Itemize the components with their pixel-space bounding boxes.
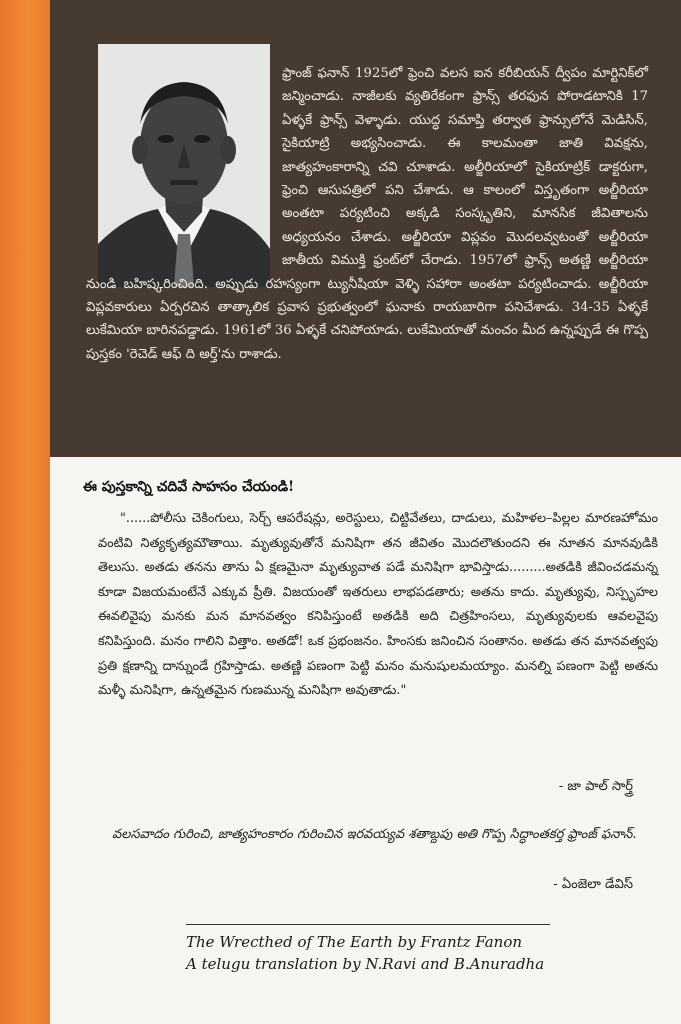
author-bio-panel (50, 0, 681, 457)
sartre-attribution: - జా పాల్ సార్త్ర్ (558, 779, 633, 794)
book-spine (0, 0, 50, 1024)
sartre-quote: "......పోలీసు చెకింగులు, సెర్చ్ ఆపరేషన్లు, అరెస్టులు, చిట్టివేతలు, దాడులు, మహిళల–పిల్లల మారణహోమం వంటివి నిత్యకృత్యమౌతాయి. మృత్యువుతోనే మనిషిగా తన జీవితం మొదలౌతుందని ఈ నూతన మానవుడికి తెలుసు. అతడు తనను తాను ఏ క్షణమైనా మృత్యువాత పడే మనిషిగా భావిస్తాడు.........అతడికి జీవించడమన్న కూడా విజయమంటేనే ఎక్కువ ప్రీతి. విజయంతో ఇతరులు లాభపడతారు; అతను కాదు. మృత్యువు, నిస్పృహల ఈవలివైపు మనకు మన మానవత్వం కనిపిస్తుంటే అతడికి అది చిత్రహింసలు, మృత్యువులకు ఆవలవైపు కనిపిస్తుంది. మనం గాలిని విత్తాం. అతడో! ఒక ప్రభంజనం. హింసకు జనించిన సంతానం. అతడు తన మానవత్వపు ప్రతి క్షణాన్ని దాన్నుండే గ్రహిస్తాడు. అతణ్ణి పణంగా పెట్టి మనం మనుషులమయ్యాం. మనల్ని పణంగా పెట్టి అతను మళ్ళీ మనిషిగా, ఉన్నతమైన గుణమున్న మనిషిగా అవుతాడు." (98, 511, 658, 699)
book-translation-line: A telugu translation by N.Ravi and B.Anuradha (186, 955, 545, 973)
blurb-panel (50, 457, 681, 1024)
title-divider (186, 924, 550, 925)
davis-attribution: - ఏంజెలా డేవిస్ (553, 877, 633, 892)
book-title-line: The Wrecthed of The Earth by Frantz Fanon (186, 933, 523, 951)
blurb-heading: ఈ పుస్తకాన్ని చదివే సాహసం చేయండి! (83, 479, 295, 495)
book-title-block (186, 931, 586, 975)
author-bio-text: ఫ్రాంజ్ ఫనాన్ 1925లో ఫ్రెంచి వలస ఐన కరీబియన్ ద్వీపం మార్టినిక్‌లో జన్మించాడు. నాజీలకు వ్యతిరేకంగా ఫ్రాన్స్ తరఫున పోరాడటానికి 17 ఏళ్ళకే ఫ్రాన్స్ వెళ్ళాడు. యుద్ధ సమాప్తి తర్వాత ఫ్రాన్సులోనే మెడిసిన్, సైకియాట్రి అభ్యసించాడు. ఈ కాలమంతా జాతి వివక్షను, జాత్యహంకారాన్ని చవి చూశాడు. అల్జీరియాలో సైకియాట్రిక్ డాక్టరుగా, ఫ్రెంచి ఆసుపత్రిలో పని చేశాడు. ఆ కాలంలో విస్తృతంగా అల్జీరియా అంతటా పర్యటించి అక్కడి సంస్కృతిని, మానసిక జీవితాలను అధ్యయనం చేశాడు. అల్జీరియా విప్లవం మొదలవ్వటంతో అల్జీరియా జాతీయ విముక్తి ఫ్రంట్‌లో చేరాడు. 1957లో ఫ్రాన్స్ అతణ్ణి అల్జీరియా నుండి బహిష్కరించింది. అప్పుడు రహస్యంగా ట్యునీషియా వెళ్ళి సహారా అంతటా పర్యటించాడు. అల్జీరియా విప్లవకారులు ఏర్పరచిన తాత్కాలిక ప్రవాస ప్రభుత్వంలో ఘనాకు రాయబారిగా పనిచేశాడు. 34-35 ఏళ్ళకే లుకేమియా బారినపడ్డాడు. 1961లో 36 ఏళ్ళకే చనిపోయాడు. లుకేమియాతో మంచం మీద ఉన్నప్పుడే ఈ గొప్ప పుస్తకం 'రెచెడ్ ఆఫ్ ది అర్త్'ను రాశాడు. (86, 66, 648, 362)
davis-quote: వలసవాదం గురించి, జాత్యహంకారం గురించిన ఇరవయ్యవ శతాబ్దపు అతి గొప్ప సిద్ధాంతకర్త ఫ్రాంజ్ ఫనాన్. (112, 827, 637, 842)
